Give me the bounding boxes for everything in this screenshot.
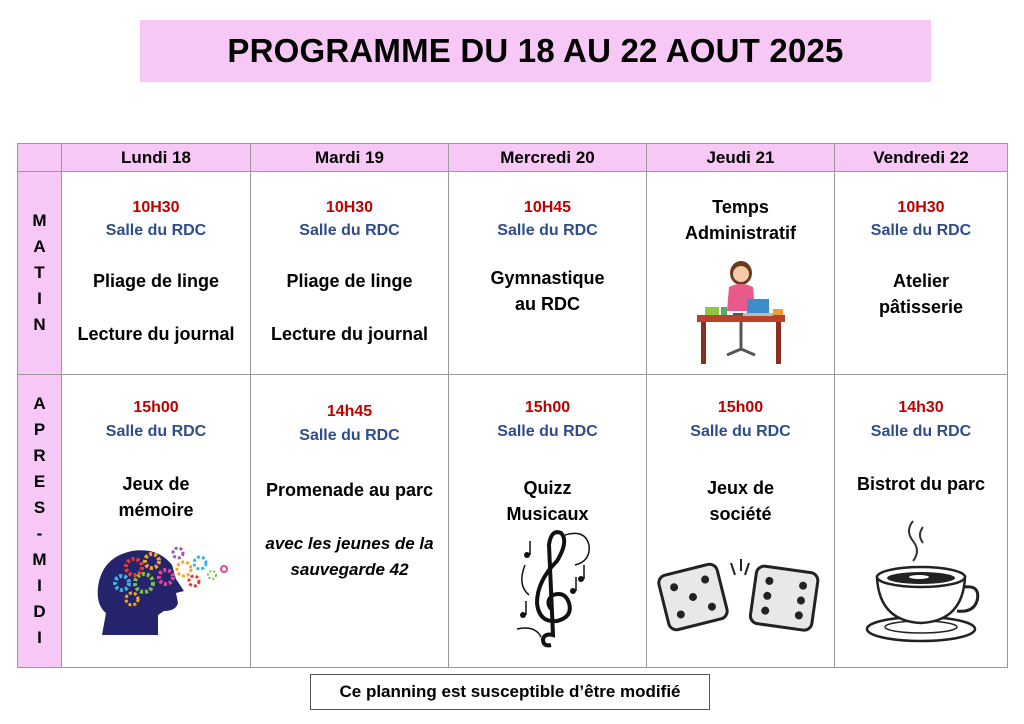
room-label: Salle du RDC	[497, 423, 598, 440]
room-label: Salle du RDC	[497, 222, 598, 239]
room-label: Salle du RDC	[299, 427, 400, 444]
time-label: 15h00	[524, 399, 571, 416]
label-letter: I	[37, 576, 42, 595]
day-header: Mardi 19	[251, 144, 449, 172]
morning-row	[18, 172, 1008, 375]
label-letter: M	[32, 550, 47, 569]
time-label: 14h30	[898, 399, 944, 416]
activity-label: pâtisserie	[878, 297, 964, 317]
activity-cell	[62, 172, 251, 375]
afternoon-row	[18, 375, 1008, 668]
activity-label: Gymnastique	[490, 268, 605, 288]
label-letter: -	[36, 524, 43, 543]
footer-note	[310, 674, 710, 710]
room-label: Salle du RDC	[690, 423, 791, 440]
afternoon-label	[18, 375, 62, 668]
dice-icon	[655, 557, 825, 635]
label-letter: D	[33, 602, 46, 621]
label-letter: T	[34, 263, 45, 282]
activity-label: société	[709, 504, 772, 524]
coffee-cup-icon	[861, 517, 981, 645]
brain-gears-icon	[92, 535, 234, 635]
time-label: 15h00	[717, 399, 764, 416]
room-label: Salle du RDC	[299, 222, 400, 239]
header-row	[18, 144, 1008, 172]
activity-label: Musicaux	[506, 504, 589, 524]
label-letter: N	[33, 315, 46, 334]
time-label: 10H45	[523, 199, 572, 216]
activity-cell	[647, 375, 835, 668]
label-letter: R	[33, 446, 46, 465]
time-label: 14h45	[326, 403, 373, 420]
label-letter: A	[33, 237, 46, 256]
label-letter: A	[33, 394, 46, 413]
activity-cell	[449, 172, 647, 375]
schedule-table	[17, 143, 1008, 668]
activity-cell	[835, 375, 1008, 668]
time-label: 10H30	[897, 199, 945, 216]
label-letter: S	[33, 498, 46, 517]
activity-cell	[251, 172, 449, 375]
treble-clef-icon	[515, 525, 595, 653]
label-letter: P	[33, 420, 46, 439]
activity-label: Bistrot du parc	[856, 474, 985, 494]
activity-label: Pliage de linge	[286, 271, 413, 291]
activity-cell	[251, 375, 449, 668]
activity-cell	[647, 172, 835, 375]
day-header: Lundi 18	[62, 144, 251, 172]
time-label: 10H30	[132, 199, 180, 216]
footer-text: Ce planning est susceptible d’être modifié	[339, 682, 681, 701]
morning-label	[18, 172, 62, 375]
room-label: Salle du RDC	[105, 222, 207, 239]
time-label: 10H30	[325, 199, 374, 216]
label-letter: E	[33, 472, 46, 491]
label-letter: M	[32, 211, 47, 230]
activity-label: Temps	[712, 197, 769, 217]
activity-cell	[449, 375, 647, 668]
activity-label: Administratif	[684, 223, 796, 243]
label-letter: I	[37, 289, 42, 308]
activity-cell	[835, 172, 1008, 375]
activity-label: Atelier	[892, 271, 950, 291]
time-label: 15h00	[133, 399, 179, 416]
activity-label: Quizz	[523, 478, 572, 498]
activity-label: Lecture du journal	[77, 324, 235, 344]
activity-label: Promenade au parc	[265, 480, 434, 500]
room-label: Salle du RDC	[870, 423, 972, 440]
day-header: Mercredi 20	[449, 144, 647, 172]
day-header: Jeudi 21	[647, 144, 835, 172]
page-title: PROGRAMME DU 18 AU 22 AOUT 2025	[227, 32, 844, 69]
note-label: avec les jeunes de la	[265, 534, 434, 553]
day-header: Vendredi 22	[835, 144, 1008, 172]
activity-label: Lecture du journal	[270, 324, 429, 344]
corner-cell	[18, 144, 62, 172]
room-label: Salle du RDC	[870, 222, 972, 239]
office-worker-icon	[693, 259, 789, 369]
activity-cell	[62, 375, 251, 668]
label-letter: I	[37, 628, 42, 647]
activity-label: Pliage de linge	[92, 271, 220, 291]
activity-label: Jeux de	[122, 474, 190, 494]
activity-label: au RDC	[514, 294, 580, 314]
note-label: sauvegarde 42	[290, 560, 409, 579]
title-banner	[140, 20, 931, 82]
activity-label: Jeux de	[706, 478, 775, 498]
activity-label: mémoire	[118, 500, 194, 520]
room-label: Salle du RDC	[105, 423, 207, 440]
